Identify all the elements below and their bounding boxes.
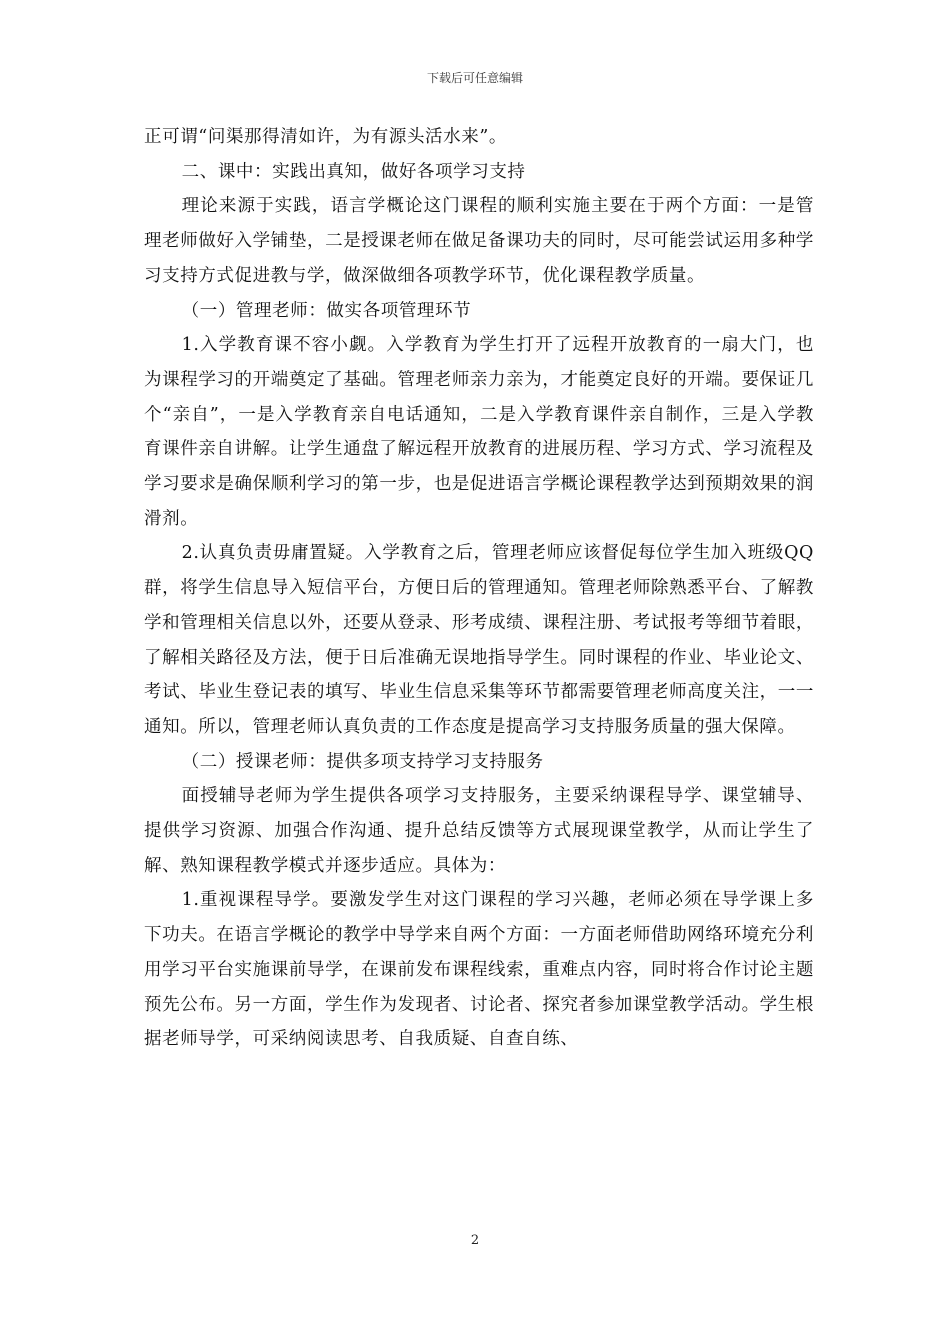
- paragraph: 2.认真负责毋庸置疑。入学教育之后，管理老师应该督促每位学生加入班级QQ群，将学生信息导入短信平台，方便日后的管理通知。管理老师除熟悉平台、了解教学和管理相关信息以外，还要从登录、形考成绩、课程注册、考试报考等细节着眼，了解相关路径及方法，便于日后准确无误地指导学生。同时课程的作业、毕业论文、考试、毕业生登记表的填写、毕业生信息采集等环节都需要管理老师高度关注，一一通知。所以，管理老师认真负责的工作态度是提高学习支持服务质量的强大保障。: [144, 543, 814, 737]
- paragraph: 1.入学教育课不容小觑。入学教育为学生打开了远程开放教育的一扇大门，也为课程学习的开端奠定了基础。管理老师亲力亲为，才能奠定良好的开端。要保证几个“亲自”，一是入学教育亲自电话通知，二是入学教育课件亲自制作，三是入学教育课件亲自讲解。让学生通盘了解远程开放教育的进展历程、学习方式、学习流程及学习要求是确保顺利学习的第一步，也是促进语言学概论课程教学达到预期效果的润滑剂。: [144, 335, 814, 529]
- paragraph: 理论来源于实践，语言学概论这门课程的顺利实施主要在于两个方面：一是管理老师做好入学铺垫，二是授课老师在做足备课功夫的同时，尽可能尝试运用多种学习支持方式促进教与学，做深做细各项教学环节，优化课程教学质量。: [144, 196, 814, 286]
- subsection-heading: （二）授课老师：提供多项支持学习支持服务: [181, 751, 544, 772]
- page-header: 下载后可任意编辑: [426, 71, 523, 85]
- section-heading: 二、课中：实践出真知，做好各项学习支持: [181, 161, 526, 182]
- paragraph: 面授辅导老师为学生提供各项学习支持服务，主要采纳课程导学、课堂辅导、提供学习资源、加强合作沟通、提升总结反馈等方式展现课堂教学，从而让学生了解、熟知课程教学模式并逐步适应。具体为：: [144, 786, 814, 876]
- subsection-heading: （一）管理老师：做实各项管理环节: [181, 300, 472, 321]
- document-body: [144, 120, 814, 1057]
- paragraph: 正可谓“问渠那得清如许，为有源头活水来”。: [144, 127, 507, 147]
- paragraph: 1.重视课程导学。要激发学生对这门课程的学习兴趣，老师必须在导学课上多下功夫。在语言学概论的教学中导学来自两个方面：一方面老师借助网络环境充分利用学习平台实施课前导学，在课前发布课程线索，重难点内容，同时将合作讨论主题预先公布。另一方面，学生作为发现者、讨论者、探究者参加课堂教学活动。学生根据老师导学，可采纳阅读思考、自我质疑、自查自练、: [144, 890, 814, 1050]
- page-number: 2: [470, 1233, 480, 1248]
